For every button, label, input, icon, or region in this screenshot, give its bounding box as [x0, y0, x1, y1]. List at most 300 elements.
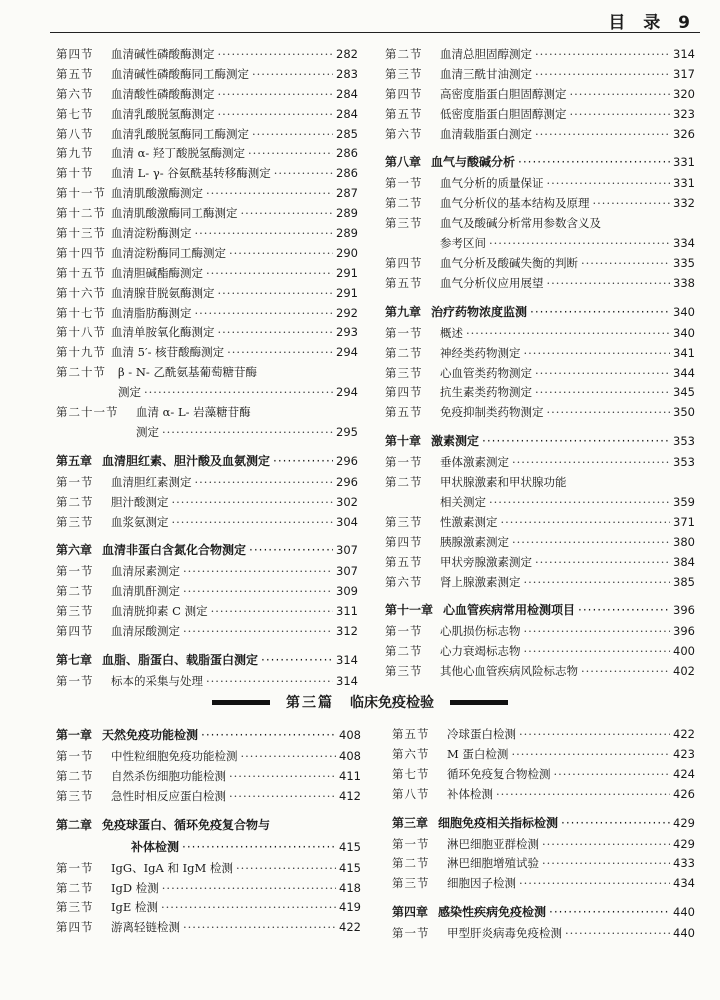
toc-entry	[56, 919, 361, 939]
page-number: 380	[673, 534, 695, 549]
chapter-number: 第六章	[56, 543, 93, 558]
toc-entry	[385, 255, 695, 275]
entry-title: 血清乳酸脱氢酶同工酶测定	[111, 126, 249, 141]
toc-entry	[385, 215, 695, 235]
dot-leader	[482, 434, 670, 448]
chapter-heading	[385, 432, 695, 454]
toc-entry	[385, 126, 695, 146]
section-gap	[385, 593, 695, 601]
entry-title: 甲状旁腺激素测定	[440, 554, 532, 569]
entry-title: 肾上腺激素测定	[440, 574, 521, 589]
toc-entry	[56, 305, 358, 325]
dot-leader	[578, 603, 670, 617]
part-title	[0, 692, 720, 712]
entry-title: 血清胱抑素 C 测定	[111, 604, 208, 619]
dot-leader	[593, 196, 671, 210]
chapter-number: 第十章	[385, 434, 422, 449]
toc-entry	[56, 126, 358, 146]
toc-entry	[385, 454, 695, 474]
toc-entry	[56, 285, 358, 305]
chapter-title: 天然免疫功能检测	[102, 728, 199, 742]
part-title-left-bar	[212, 700, 270, 705]
page-number: 344	[673, 365, 695, 380]
toc-entry	[385, 663, 695, 683]
page-number: 326	[673, 126, 695, 141]
dot-leader	[206, 674, 333, 688]
part-number: 第三篇	[286, 695, 334, 711]
section-number: 第二节	[385, 196, 423, 211]
entry-title: 血清 α- 羟丁酸脱氢酶测定	[111, 146, 245, 161]
page-number: 320	[673, 86, 695, 101]
section-number: 第一节	[56, 564, 94, 579]
entry-title: 血清淀粉酶测定	[111, 226, 192, 241]
chapter-title: 血清胆红素、胆汁酸及血氨测定	[102, 453, 271, 468]
entry-title: IgE 检测	[111, 900, 158, 915]
section-number: 第二节	[56, 584, 94, 599]
page-number: 282	[336, 47, 358, 61]
entry-title: 血气分析的质量保证	[440, 176, 544, 191]
dot-leader	[183, 584, 333, 598]
section-number: 第二节	[385, 475, 423, 490]
toc-entry-continuation	[385, 494, 695, 514]
page-number: 423	[673, 746, 695, 761]
dot-leader	[547, 405, 671, 419]
toc-entry	[392, 786, 695, 806]
dot-leader	[524, 624, 671, 638]
page-number: 434	[673, 876, 695, 891]
page-number: 314	[673, 47, 695, 61]
chapter-number: 第二章	[56, 817, 93, 832]
toc-entry	[56, 205, 358, 225]
entry-title: 胆汁酸测定	[111, 494, 169, 509]
toc-entry	[385, 384, 695, 404]
dot-leader	[218, 286, 334, 300]
toc-entry	[385, 623, 695, 643]
dot-leader	[561, 816, 670, 830]
dot-leader	[227, 345, 333, 359]
entry-title: 甲型肝炎病毒免疫检测	[447, 926, 562, 941]
entry-title: 血清 α- L- 岩藻糖苷酶	[136, 405, 251, 420]
section-number: 第十五节	[56, 265, 106, 280]
toc-column-left-bottom	[56, 726, 361, 939]
dot-leader	[161, 900, 336, 914]
toc-entry	[385, 325, 695, 345]
entry-title: 冷球蛋白检测	[447, 727, 516, 741]
chapter-heading	[56, 541, 358, 563]
dot-leader	[183, 624, 333, 638]
toc-entry	[56, 165, 358, 185]
toc-entry	[56, 474, 358, 494]
page-number: 296	[336, 474, 358, 489]
page-number: 359	[673, 495, 695, 510]
toc-entry	[385, 345, 695, 365]
entry-title: 参考区间	[440, 236, 486, 251]
section-number: 第十八节	[56, 325, 106, 340]
page-number: 289	[336, 206, 358, 221]
dot-leader	[248, 146, 333, 160]
page-number: 419	[339, 900, 361, 915]
section-number: 第七节	[56, 106, 94, 121]
toc-entry	[385, 175, 695, 195]
entry-title: 血浆氨测定	[111, 514, 169, 529]
page-number: 353	[673, 455, 695, 470]
entry-title: 其他心血管疾病风险标志物	[440, 664, 578, 679]
toc-entry	[385, 514, 695, 534]
page-number: 286	[336, 166, 358, 181]
chapter-number: 第三章	[392, 815, 429, 830]
section-number: 第十一节	[56, 186, 106, 201]
section-number: 第五节	[385, 405, 423, 420]
entry-title: 血清肌酸激酶同工酶测定	[111, 206, 238, 221]
dot-leader	[201, 728, 336, 742]
dot-leader	[535, 555, 670, 569]
page-number: 331	[673, 176, 695, 191]
dot-leader	[182, 840, 336, 854]
toc-entry	[385, 106, 695, 126]
page-number: 402	[673, 664, 695, 679]
toc-entry	[56, 583, 358, 603]
entry-title: 血气及酸碱分析常用参数含义及	[440, 216, 601, 231]
toc-entry	[56, 673, 358, 693]
chapter-title: 血脂、脂蛋白、载脂蛋白测定	[102, 653, 259, 668]
page-number: 284	[336, 86, 358, 101]
toc-entry	[56, 86, 358, 106]
dot-leader	[195, 475, 334, 489]
dot-leader	[511, 747, 670, 761]
page-number: 408	[339, 749, 361, 763]
entry-title: M 蛋白检测	[447, 746, 509, 761]
section-number: 第三节	[385, 66, 423, 81]
section-number: 第四节	[385, 86, 423, 101]
page-number: 415	[339, 839, 361, 854]
dot-leader	[535, 366, 670, 380]
dot-leader	[261, 653, 333, 667]
page-number: 291	[336, 265, 358, 280]
entry-title: 血清尿素测定	[111, 564, 180, 579]
dot-leader	[144, 385, 333, 399]
toc-entry	[392, 766, 695, 786]
toc-entry	[56, 66, 358, 86]
toc-entry	[56, 145, 358, 165]
page-number: 334	[673, 236, 695, 251]
entry-title: 血清载脂蛋白测定	[440, 126, 532, 141]
dot-leader	[172, 495, 334, 509]
entry-title: 血清脂肪酶测定	[111, 305, 192, 320]
toc-entry	[56, 46, 358, 66]
page-number: 384	[673, 554, 695, 569]
section-number: 第一节	[385, 455, 423, 470]
entry-title: 血清碱性磷酸酶测定	[111, 47, 215, 61]
toc-entry	[392, 855, 695, 875]
section-gap	[56, 808, 361, 816]
chapter-title: 心血管疾病常用检测项目	[443, 603, 576, 618]
chapter-title: 血清非蛋白含氮化合物测定	[102, 543, 247, 558]
dot-leader	[570, 87, 671, 101]
chapter-heading	[385, 303, 695, 325]
entry-title: 循环免疫复合物检测	[447, 766, 551, 781]
entry-title: 血清 5′- 核苷酸酶测定	[111, 345, 225, 360]
dot-leader	[489, 236, 670, 250]
dot-leader	[535, 47, 670, 61]
chapter-title: 治疗药物浓度监测	[431, 304, 528, 319]
chapter-number: 第五章	[56, 453, 93, 468]
toc-entry	[392, 925, 695, 945]
section-number: 第二节	[392, 856, 430, 871]
dot-leader	[524, 575, 671, 589]
toc-entry	[56, 880, 361, 900]
section-number: 第五节	[56, 66, 94, 81]
section-number: 第三节	[56, 604, 94, 619]
page-number: 312	[336, 624, 358, 639]
toc-entry	[56, 265, 358, 285]
section-number: 第九节	[56, 146, 94, 161]
dot-leader	[172, 515, 334, 529]
page-number: 411	[339, 768, 361, 783]
page-number: 422	[673, 727, 695, 741]
chapter-heading	[56, 726, 361, 748]
page-number: 396	[673, 603, 695, 618]
page-number: 426	[673, 786, 695, 801]
section-number: 第二十一节	[56, 405, 119, 420]
section-number: 第二十节	[56, 365, 106, 380]
page-number: 340	[673, 304, 695, 319]
page-number: 371	[673, 514, 695, 529]
page-number: 412	[339, 788, 361, 803]
section-number: 第一节	[385, 176, 423, 191]
dot-leader	[542, 837, 670, 851]
chapter-heading	[56, 452, 358, 474]
section-number: 第四节	[385, 534, 423, 549]
section-number: 第五节	[385, 275, 423, 290]
page-number: 295	[336, 424, 358, 439]
dot-leader	[542, 856, 670, 870]
dot-leader	[241, 206, 334, 220]
entry-title: 标本的采集与处理	[111, 674, 203, 689]
dot-leader	[512, 455, 670, 469]
entry-title: 胰腺激素测定	[440, 534, 509, 549]
dot-leader	[249, 543, 333, 557]
section-number: 第十三节	[56, 226, 106, 241]
section-number: 第二节	[56, 880, 94, 895]
page-number: 294	[336, 385, 358, 400]
section-number: 第三节	[385, 514, 423, 529]
part-name: 临床免疫检验	[350, 695, 434, 711]
page-number: 415	[339, 860, 361, 875]
dot-leader	[570, 107, 671, 121]
toc-entry	[392, 836, 695, 856]
dot-leader	[512, 535, 670, 549]
dot-leader	[229, 246, 333, 260]
page-number: 285	[336, 126, 358, 141]
entry-title: 血清碱性磷酸酶同工酶测定	[111, 66, 249, 81]
toc-entry	[56, 364, 358, 384]
dot-leader	[274, 166, 333, 180]
section-gap	[56, 444, 358, 452]
page-number: 440	[673, 905, 695, 920]
dot-leader	[549, 905, 670, 919]
entry-title: 血清乳酸脱氢酶测定	[111, 106, 215, 121]
section-number: 第一节	[56, 749, 94, 763]
dot-leader	[518, 155, 670, 169]
dot-leader	[501, 515, 671, 529]
section-number: 第三节	[56, 514, 94, 529]
section-number: 第一节	[56, 474, 94, 489]
section-number: 第六节	[385, 126, 423, 141]
toc-entry	[385, 86, 695, 106]
entry-title: 血清三酰甘油测定	[440, 66, 532, 81]
section-number: 第五节	[385, 106, 423, 121]
entry-title: IgG、IgA 和 IgM 检测	[111, 860, 233, 875]
section-number: 第四节	[56, 47, 94, 61]
toc-entry	[385, 195, 695, 215]
toc-entry	[56, 768, 361, 788]
section-number: 第五节	[392, 727, 430, 741]
page-number: 294	[336, 345, 358, 360]
chapter-title: 血气与酸碱分析	[431, 155, 516, 170]
section-number: 第十九节	[56, 345, 106, 360]
section-number: 第二节	[385, 644, 423, 659]
chapter-title: 补体检测	[131, 839, 180, 854]
section-number: 第三节	[56, 900, 94, 915]
entry-title: 血气分析仪的基本结构及原理	[440, 196, 590, 211]
toc-entry-continuation	[56, 384, 358, 404]
chapter-number: 第四章	[392, 905, 429, 920]
entry-title: 抗生素类药物测定	[440, 385, 532, 400]
section-number: 第一节	[385, 624, 423, 639]
section-number: 第三节	[385, 664, 423, 679]
toc-column-right-bottom	[392, 726, 695, 945]
chapter-number: 第八章	[385, 155, 422, 170]
dot-leader	[252, 127, 333, 141]
entry-title: 血清肌酸激酶测定	[111, 186, 203, 201]
entry-title: 相关测定	[440, 495, 486, 510]
section-number: 第二节	[56, 768, 94, 783]
page-number: 338	[673, 275, 695, 290]
dot-leader	[236, 861, 336, 875]
chapter-heading	[392, 814, 695, 836]
entry-title: 血清 L- γ- 谷氨酰基转移酶测定	[111, 166, 271, 181]
toc-entry	[56, 185, 358, 205]
section-number: 第一节	[385, 325, 423, 340]
page-number: 314	[336, 653, 358, 668]
entry-title: 心力衰竭标志物	[440, 644, 521, 659]
header-rule	[50, 32, 700, 33]
dot-leader	[530, 305, 670, 319]
entry-title: 淋巴细胞亚群检测	[447, 836, 539, 851]
dot-leader	[162, 425, 333, 439]
entry-title: 血清尿酸测定	[111, 624, 180, 639]
section-number: 第四节	[385, 256, 423, 271]
entry-title: 血清胆碱酯酶测定	[111, 265, 203, 280]
chapter-number: 第九章	[385, 304, 422, 319]
section-number: 第十七节	[56, 305, 106, 320]
toc-entry	[56, 225, 358, 245]
entry-title: 高密度脂蛋白胆固醇测定	[440, 86, 567, 101]
toc-entry	[56, 404, 358, 424]
entry-title: 测定	[136, 424, 159, 439]
entry-title: 游离轻链检测	[111, 920, 180, 935]
section-number: 第七节	[392, 766, 430, 781]
section-number: 第十六节	[56, 285, 106, 300]
toc-entry	[385, 554, 695, 574]
page-header: 目 录 9	[608, 13, 696, 33]
dot-leader	[211, 604, 333, 618]
page-number: 286	[336, 146, 358, 161]
entry-title: 血清肌酐测定	[111, 584, 180, 599]
entry-title: 血清总胆固醇测定	[440, 47, 532, 61]
section-number: 第二节	[385, 47, 423, 61]
page-number: 323	[673, 106, 695, 121]
section-number: 第三节	[385, 365, 423, 380]
entry-title: 细胞因子检测	[447, 876, 516, 891]
dot-leader	[524, 346, 671, 360]
entry-title: 垂体激素测定	[440, 455, 509, 470]
section-number: 第三节	[392, 876, 430, 891]
toc-entry	[56, 494, 358, 514]
dot-leader	[273, 454, 333, 468]
entry-title: 急性时相反应蛋白检测	[111, 788, 226, 803]
entry-title: 血清单胺氧化酶测定	[111, 325, 215, 340]
page-number: 400	[673, 644, 695, 659]
toc-entry	[385, 404, 695, 424]
page-number: 309	[336, 584, 358, 599]
dot-leader	[581, 256, 670, 270]
page-number: 284	[336, 106, 358, 121]
entry-title: 测定	[118, 385, 141, 400]
section-gap	[385, 424, 695, 432]
entry-title: 血气分析仪应用展望	[440, 275, 544, 290]
page-number: 314	[336, 674, 358, 689]
dot-leader	[524, 644, 671, 658]
dot-leader	[183, 564, 333, 578]
chapter-number: 第一章	[56, 728, 93, 742]
dot-leader	[547, 276, 671, 290]
section-gap	[56, 533, 358, 541]
dot-leader	[218, 47, 334, 61]
page-number: 331	[673, 155, 695, 170]
section-number: 第六节	[56, 86, 94, 101]
section-number: 第十二节	[56, 206, 106, 221]
page-number: 335	[673, 256, 695, 271]
dot-leader	[162, 881, 336, 895]
dot-leader	[218, 107, 334, 121]
section-number: 第十节	[56, 166, 94, 181]
chapter-heading	[56, 838, 361, 860]
dot-leader	[565, 926, 670, 940]
entry-title: 血清胆红素测定	[111, 474, 192, 489]
dot-leader	[206, 186, 333, 200]
entry-title: 低密度脂蛋白胆固醇测定	[440, 106, 567, 121]
toc-entry	[56, 563, 358, 583]
dot-leader	[252, 67, 333, 81]
page-number: 429	[673, 836, 695, 851]
toc-entry	[385, 643, 695, 663]
chapter-heading	[385, 153, 695, 175]
section-number: 第一节	[56, 674, 94, 689]
section-number: 第一节	[56, 860, 94, 875]
entry-title: 淋巴细胞增殖试验	[447, 856, 539, 871]
section-gap	[56, 643, 358, 651]
section-gap	[392, 895, 695, 903]
part-title-right-bar	[450, 700, 508, 705]
page-number: 345	[673, 385, 695, 400]
toc-entry	[385, 474, 695, 494]
page-number: 289	[336, 226, 358, 241]
entry-title: 血清腺苷脱氨酶测定	[111, 285, 215, 300]
toc-entry	[385, 574, 695, 594]
chapter-heading	[56, 651, 358, 673]
toc-entry	[385, 365, 695, 385]
